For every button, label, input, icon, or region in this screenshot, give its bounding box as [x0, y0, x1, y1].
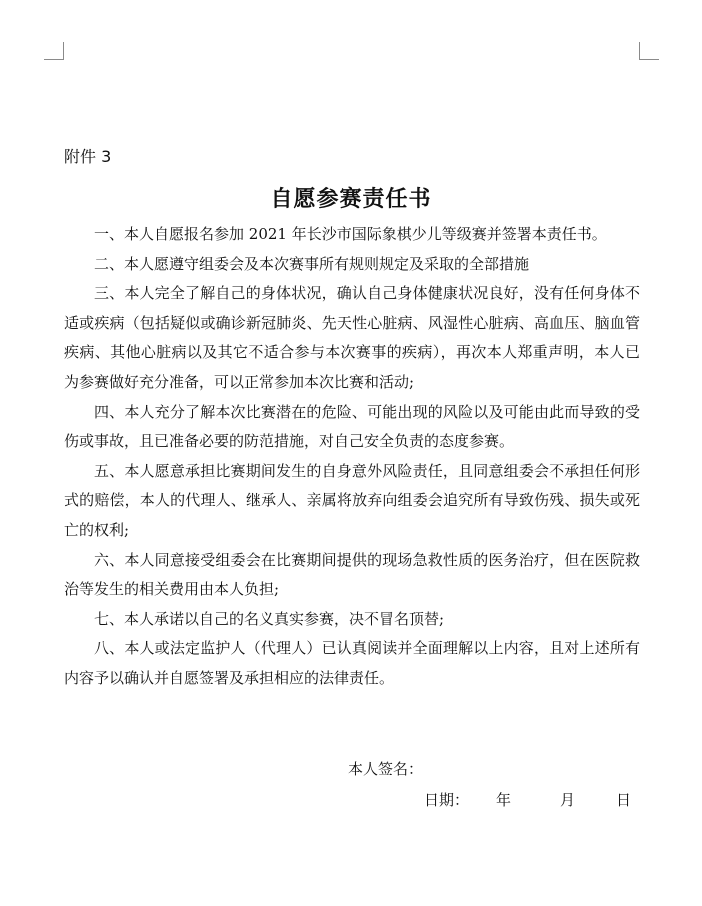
paragraph-5: 五、本人愿意承担比赛期间发生的自身意外风险责任，且同意组委会不承担任何形式的赔偿，本人的代理人、继承人、亲属将放弃向组委会追究所有导致伤残、损失或死亡的权利;	[64, 461, 640, 539]
paragraph-6: 六、本人同意接受组委会在比赛期间提供的现场急救性质的医务治疗，但在医院救治等发生的相关费用由本人负担;	[64, 550, 640, 599]
date-label: 日期：	[424, 791, 470, 809]
signature-label: 本人签名：	[348, 760, 424, 778]
paragraph-1: 一、本人自愿报名参加 2021 年长沙市国际象棋少儿等级赛并签署本责任书。	[94, 225, 607, 243]
crop-mark-top-left-vertical	[63, 42, 64, 60]
crop-mark-top-right-horizontal	[639, 59, 659, 60]
crop-mark-top-left-horizontal	[44, 59, 64, 60]
date-day-label: 日	[616, 791, 632, 809]
paragraph-3: 三、本人完全了解自己的身体状况，确认自己身体健康状况良好，没有任何身体不适或疾病（包括疑似或确诊新冠肺炎、先天性心脏病、风湿性心脏病、高血压、脑血管疾病、其他心脏病以及其它不适合参与本次赛事的疾病），再次本人郑重声明，本人已为参赛做好充分准备，可以正常参加本次比赛和活动;	[64, 284, 640, 391]
attachment-label: 附件 3	[64, 147, 112, 166]
date-line	[424, 789, 631, 810]
crop-mark-top-right-vertical	[639, 42, 640, 60]
paragraph-4: 四、本人充分了解本次比赛潜在的危险、可能出现的风险以及可能由此而导致的受伤或事故，且已准备必要的防范措施，对自己安全负责的态度参赛。	[64, 402, 640, 451]
paragraph-2: 二、本人愿遵守组委会及本次赛事所有规则规定及采取的全部措施	[94, 254, 530, 273]
document-body	[64, 220, 640, 694]
paragraph-8: 八、本人或法定监护人（代理人）已认真阅读并全面理解以上内容，且对上述所有内容予以确认并自愿签署及承担相应的法律责任。	[64, 639, 640, 687]
paragraph-7: 七、本人承诺以自己的名义真实参赛，决不冒名顶替;	[94, 609, 445, 628]
date-month-label: 月	[560, 791, 576, 809]
date-year-label: 年	[496, 791, 512, 809]
document-title: 自愿参赛责任书	[270, 187, 432, 212]
